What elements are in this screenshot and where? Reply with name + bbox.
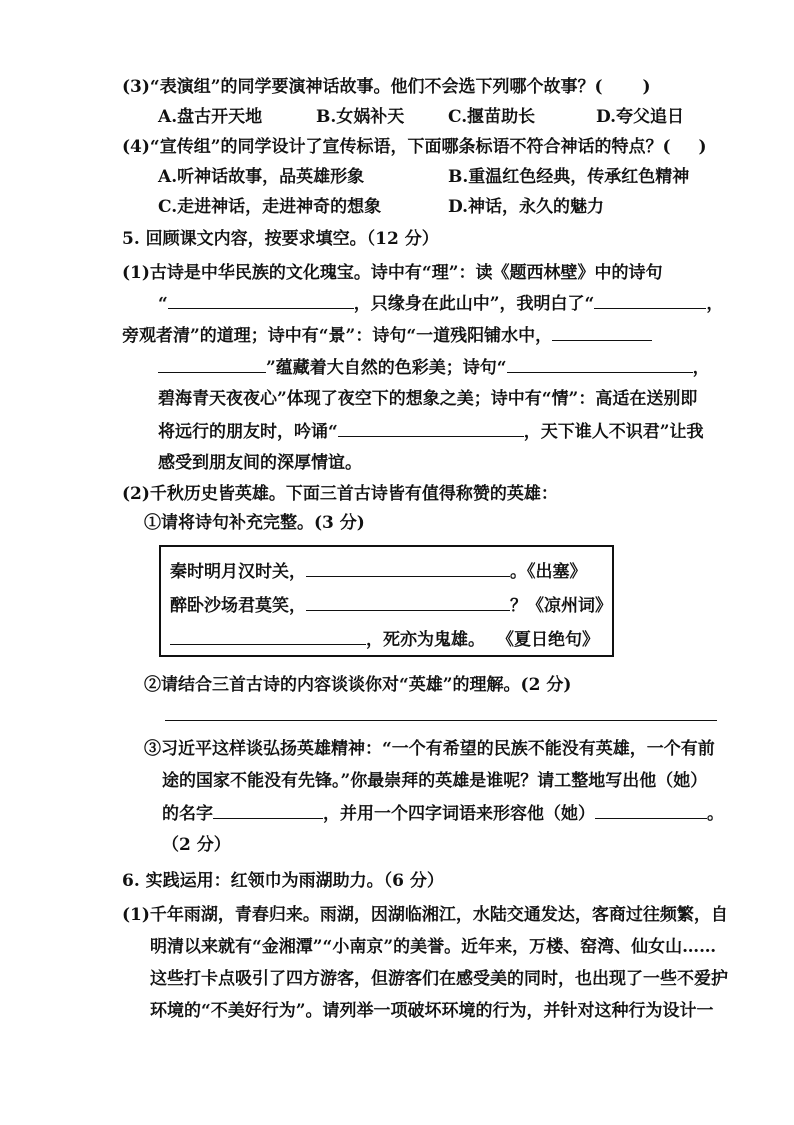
q4-option-d: D.神话，永久的魅力 [448, 197, 605, 217]
blank-night-line[interactable] [507, 356, 693, 373]
q5-p2-sub3-line2: 途的国家不能没有先锋。”你最崇拜的英雄是谁呢？请工整地写出他（她） [162, 771, 708, 791]
q5-p2-sub1: ①请将诗句补充完整。(3 分) [144, 513, 365, 533]
q6-line3: 这些打卡点吸引了四方游客，但游客们在感受美的同时，也出现了一些不爱护 [150, 969, 728, 989]
q5-p1-line7: 感受到朋友间的深厚情谊。 [158, 453, 362, 473]
q5-p2-sub3-line1: ③习近平这样谈弘扬英雄精神：“一个有希望的民族不能没有英雄，一个有前 [144, 739, 715, 759]
q5-p2-sub3-line3: 的名字 ，并用一个四字词语来形容他（她） 。 [162, 804, 724, 824]
q6-line4: 环境的“不美好行为”。请列举一项破坏环境的行为，并针对这种行为设计一 [150, 1001, 714, 1021]
blank-scene-line-b[interactable] [158, 356, 266, 373]
q4-option-c: C.走进神话，走进神奇的想象 [158, 197, 382, 217]
q3-option-b: B.女娲补天 [316, 107, 405, 127]
q5-p1-line2: “ ，只缘身在此山中”，我明白了“ ， [158, 294, 724, 314]
blank-poem-2[interactable] [306, 594, 510, 611]
q6-line1: (1)千年雨湖，青春归来。雨湖，因湖临湘江，水陆交通发达，客商过往频繁，自 [122, 905, 728, 925]
q6-title: 6. 实践运用：红领巾为雨湖助力。（6 分） [122, 871, 444, 891]
q5-p2-sub2: ②请结合三首古诗的内容谈谈你对“英雄”的理解。(2 分) [144, 675, 572, 695]
q5-p1-line4: ”蕴藏着大自然的色彩美；诗句“ ， [158, 356, 710, 379]
q4-stem: (4)“宣传组”的同学设计了宣传标语，下面哪条标语不符合神话的特点？( ) [122, 137, 707, 157]
blank-scene-line-a[interactable] [552, 324, 652, 341]
q5-p1-line5: 碧海青天夜夜心”体现了夜空下的想象之美；诗中有“情”：高适在送别即 [158, 389, 698, 409]
blank-poem-line[interactable] [168, 292, 354, 309]
q5-p1-line1: (1)古诗是中华民族的文化瑰宝。诗中有“理”：读《题西林壁》中的诗句 [122, 263, 663, 283]
q3-option-c: C.揠苗助长 [448, 107, 536, 127]
q4-option-b: B.重温红色经典，传承红色精神 [448, 167, 690, 187]
blank-poem-3[interactable] [170, 628, 366, 645]
q3-stem: (3)“表演组”的同学要演神话故事。他们不会选下列哪个故事？( ) [122, 77, 651, 97]
blank-hero-name[interactable] [213, 802, 323, 819]
poem-row-3: ，死亦为鬼雄。 《夏日绝句》 [170, 628, 599, 651]
q5-p1-line6: 将远行的朋友时，吟诵“ ，天下谁人不识君”让我 [158, 422, 704, 442]
q3-option-d: D.夸父追日 [596, 107, 685, 127]
q6-line2: 明清以来就有“金湘潭”“小南京”的美誉。近年来，万楼、窑湾、仙女山…… [150, 937, 717, 957]
blank-farewell-line[interactable] [338, 420, 524, 437]
q4-option-a: A.听神话故事，品英雄形象 [158, 167, 365, 187]
q3-option-a: A.盘古开天地 [158, 107, 263, 127]
blank-idiom[interactable] [594, 292, 706, 309]
blank-four-char-word[interactable] [595, 802, 707, 819]
q5-title: 5. 回顾课文内容，按要求填空。（12 分） [122, 229, 439, 249]
q5-p1-line3: 旁观者清”的道理；诗中有“景”：诗句“一道残阳铺水中， [122, 324, 652, 347]
q5-p2-sub3-score: （2 分） [162, 835, 231, 855]
q5-p2-intro: (2)千秋历史皆英雄。下面三首古诗皆有值得称赞的英雄： [122, 484, 558, 504]
blank-poem-1[interactable] [306, 560, 510, 577]
poem-row-2: 醉卧沙场君莫笑， ？《凉州词》 [170, 596, 612, 616]
answer-line-hero[interactable] [165, 720, 717, 721]
poem-row-1: 秦时明月汉时关， 。《出塞》 [170, 562, 587, 582]
